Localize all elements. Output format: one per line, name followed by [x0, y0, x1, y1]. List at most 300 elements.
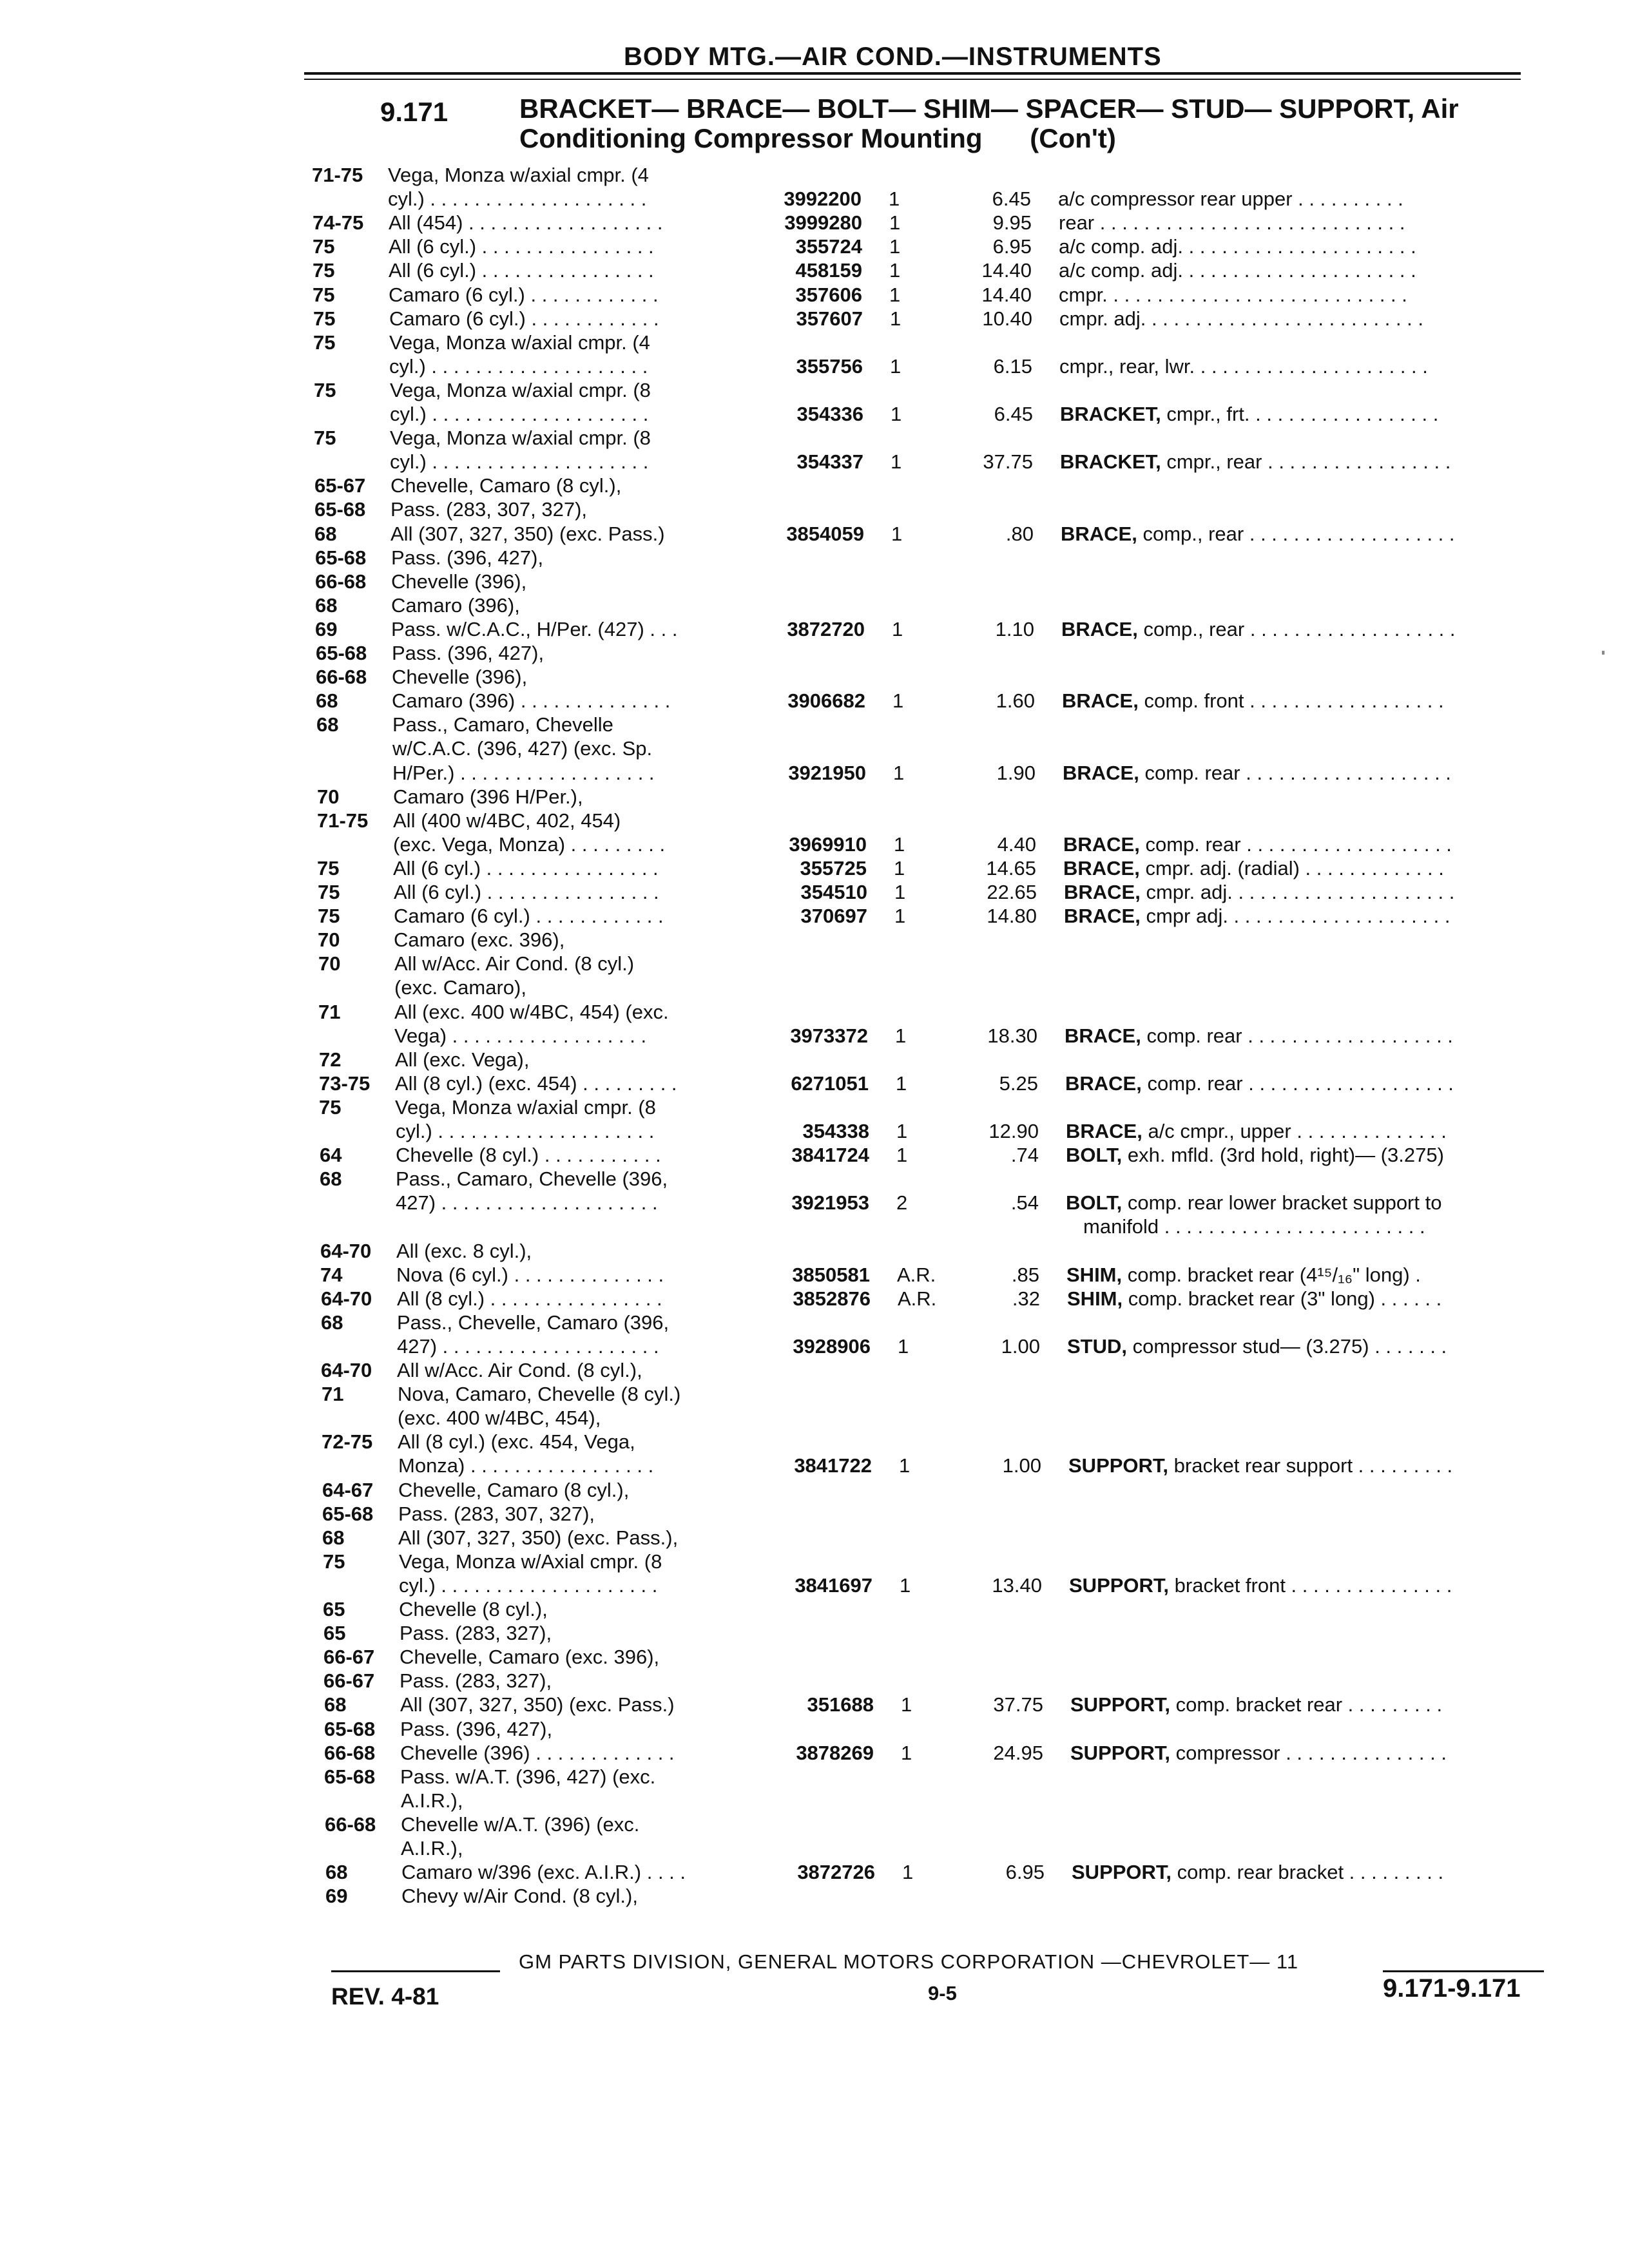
price-cell: 1.00	[1002, 1454, 1041, 1477]
price-cell: 14.40	[981, 259, 1032, 282]
application-cell: cyl.) . . . . . . . . . . . . . . . . . . . .	[388, 187, 647, 211]
application-cell: Camaro (6 cyl.) . . . . . . . . . . . .	[394, 905, 664, 928]
part-number-cell: 354337	[796, 450, 863, 474]
part-number-cell: 354336	[796, 403, 863, 425]
year-cell: 71-75	[312, 164, 363, 186]
part-number-cell: 3973372	[790, 1024, 868, 1047]
description-keyword: SUPPORT,	[1072, 1861, 1172, 1884]
price-cell: 6.45	[992, 187, 1031, 211]
year-cell: 65	[323, 1622, 346, 1645]
description-text: comp. bracket rear (4¹⁵/₁₆" long) .	[1122, 1263, 1421, 1286]
part-number-cell: 3841697	[795, 1573, 872, 1597]
application-cell: Camaro (396),	[391, 593, 520, 617]
section-title-main: Conditioning Compressor Mounting	[519, 123, 983, 153]
quantity-cell: 1	[893, 761, 905, 784]
description-cell	[1063, 857, 1444, 880]
application-cell: Pass. (396, 427),	[391, 546, 544, 569]
description-keyword: BRACE,	[1063, 761, 1139, 784]
application-cell: A.I.R.),	[401, 1789, 463, 1812]
application-cell: All (454) . . . . . . . . . . . . . . . . . .	[389, 211, 663, 235]
footer-rule-left	[331, 1970, 500, 1972]
description-cell	[1063, 762, 1451, 785]
header-rule-thin	[304, 79, 1521, 80]
quantity-cell: 1	[892, 617, 903, 640]
year-cell: 66-67	[323, 1646, 375, 1669]
application-cell: Pass. (396, 427),	[400, 1717, 553, 1740]
footer-text: GM PARTS DIVISION, GENERAL MOTORS CORPORATION —CHEVROLET— 11	[519, 1950, 1299, 1973]
application-cell: Vega, Monza w/axial cmpr. (4	[389, 331, 650, 354]
price-cell: 6.95	[992, 235, 1032, 258]
year-cell: 68	[314, 522, 337, 545]
price-cell: 10.40	[982, 307, 1032, 330]
quantity-cell: 1	[889, 235, 901, 258]
price-cell: 37.75	[983, 450, 1033, 474]
application-cell: All (307, 327, 350) (exc. Pass.)	[400, 1693, 675, 1716]
description-cell	[1068, 1454, 1452, 1477]
description-text: comp. bracket rear . . . . . . . . .	[1170, 1693, 1443, 1716]
quantity-cell: 1	[889, 259, 901, 282]
year-cell: 65-68	[324, 1765, 376, 1788]
application-cell: Pass. (283, 327),	[400, 1669, 552, 1693]
description-keyword: BRACE,	[1065, 1024, 1141, 1047]
application-cell: All (exc. 8 cyl.),	[396, 1239, 532, 1262]
scan-speck	[1602, 651, 1605, 655]
description-text: comp. rear . . . . . . . . . . . . . . . . . . .	[1141, 1024, 1453, 1047]
application-cell: Vega) . . . . . . . . . . . . . . . . . .	[394, 1024, 647, 1047]
application-cell: All (400 w/4BC, 402, 454)	[393, 809, 621, 832]
year-cell: 68	[320, 1168, 342, 1191]
description-text: comp. rear . . . . . . . . . . . . . . . . . . .	[1139, 832, 1452, 856]
description-cell	[1070, 1742, 1447, 1765]
description-keyword: SUPPORT,	[1070, 1741, 1171, 1764]
description-text: comp. rear . . . . . . . . . . . . . . . . . . .	[1139, 761, 1451, 784]
description-cell	[1058, 187, 1403, 211]
year-cell: 75	[319, 1095, 342, 1119]
description-text: cmpr., rear, lwr. . . . . . . . . . . . . . . . . . . . . .	[1059, 354, 1428, 378]
quantity-cell: 1	[901, 1741, 912, 1764]
application-cell: Camaro (396) . . . . . . . . . . . . . .	[392, 689, 671, 713]
description-cell	[1064, 881, 1454, 904]
quantity-cell: 1	[891, 522, 903, 545]
description-cell	[1065, 1024, 1453, 1048]
price-cell: 22.65	[987, 881, 1037, 903]
description-keyword: BRACE,	[1061, 617, 1138, 640]
section-title-line1: BRACKET— BRACE— BOLT— SHIM— SPACER— STUD— SUPPORT, Air	[519, 93, 1459, 124]
part-number-cell: 357606	[795, 283, 862, 306]
quantity-cell: 1	[892, 689, 904, 713]
price-cell: 4.40	[997, 832, 1036, 856]
application-cell: Chevelle w/A.T. (396) (exc.	[401, 1812, 640, 1836]
year-cell: 75	[314, 427, 336, 450]
section-title	[519, 94, 1459, 153]
price-cell: 1.10	[995, 617, 1034, 640]
quantity-cell: 1	[895, 1024, 907, 1047]
application-cell: cyl.) . . . . . . . . . . . . . . . . . . . .	[390, 450, 649, 474]
year-cell: 73-75	[319, 1072, 371, 1095]
description-keyword: SHIM,	[1066, 1263, 1123, 1286]
year-cell: 74-75	[313, 211, 364, 235]
application-cell: Vega, Monza w/axial cmpr. (4	[388, 164, 649, 186]
application-cell: Vega, Monza w/axial cmpr. (8	[390, 378, 651, 401]
year-cell: 71	[318, 1000, 341, 1023]
part-number-cell: 354510	[800, 881, 867, 903]
part-number-cell: 3852876	[793, 1287, 871, 1310]
year-cell: 72	[319, 1048, 342, 1071]
footer-rule-right	[1383, 1970, 1544, 1972]
year-cell: 65	[323, 1598, 345, 1620]
application-cell: All (307, 327, 350) (exc. Pass.)	[390, 522, 665, 545]
part-number-cell: 3850581	[792, 1263, 870, 1286]
year-cell: 64-70	[320, 1239, 372, 1262]
year-cell: 75	[318, 905, 340, 928]
year-cell: 66-68	[324, 1741, 376, 1764]
year-cell: 68	[324, 1693, 347, 1716]
description-keyword: SUPPORT,	[1070, 1693, 1171, 1716]
description-text: cmpr., frt. . . . . . . . . . . . . . . . . .	[1161, 403, 1439, 425]
price-cell: 12.90	[988, 1120, 1039, 1142]
quantity-cell: 1	[890, 354, 901, 378]
year-cell: 75	[313, 283, 335, 306]
application-cell: Pass. (396, 427),	[392, 642, 545, 664]
description-keyword: BOLT,	[1066, 1191, 1123, 1215]
application-cell: Monza) . . . . . . . . . . . . . . . . .	[398, 1454, 654, 1477]
part-number-cell: 6271051	[791, 1072, 869, 1095]
year-cell: 75	[318, 881, 340, 903]
part-number-cell: 3928906	[793, 1334, 871, 1358]
quantity-cell: A.R.	[897, 1263, 936, 1286]
description-cell	[1070, 1693, 1442, 1716]
application-cell: Chevelle, Camaro (8 cyl.),	[390, 474, 622, 497]
year-cell: 66-68	[315, 570, 367, 593]
year-cell: 66-67	[323, 1669, 375, 1693]
section-range: 9.171-9.171	[1383, 1974, 1521, 2003]
part-number-cell: 3854059	[786, 522, 864, 545]
application-cell: Pass. w/C.A.C., H/Per. (427) . . .	[391, 617, 678, 640]
application-cell: Chevelle, Camaro (8 cyl.),	[398, 1478, 630, 1501]
part-number-cell: 3999280	[784, 211, 862, 235]
description-cell	[1062, 689, 1444, 713]
year-cell: 64	[320, 1144, 342, 1167]
year-cell: 71	[322, 1383, 344, 1406]
price-cell: 6.95	[1005, 1861, 1045, 1884]
part-number-cell: 3841722	[794, 1454, 872, 1477]
application-cell: All (307, 327, 350) (exc. Pass.),	[398, 1526, 679, 1549]
description-text: rear . . . . . . . . . . . . . . . . . . . . . . . . . . . .	[1059, 211, 1405, 235]
application-cell: All (exc. 400 w/4BC, 454) (exc.	[394, 1000, 669, 1023]
year-cell: 68	[316, 689, 338, 713]
price-cell: .54	[1010, 1191, 1039, 1215]
application-cell: Vega, Monza w/Axial cmpr. (8	[399, 1550, 662, 1573]
application-cell: cyl.) . . . . . . . . . . . . . . . . . . . .	[390, 403, 649, 425]
year-cell: 65-68	[315, 546, 367, 569]
section-title-cont: (Con't)	[1030, 123, 1116, 153]
quantity-cell: 1	[896, 1144, 908, 1167]
quantity-cell: 1	[889, 187, 900, 211]
description-text: comp., rear . . . . . . . . . . . . . . . . . . .	[1137, 522, 1455, 545]
year-cell: 65-68	[324, 1717, 376, 1740]
year-cell: 64-70	[321, 1287, 372, 1310]
quantity-cell: A.R.	[898, 1287, 937, 1310]
section-number: 9.171	[380, 97, 448, 127]
description-text: a/c comp. adj. . . . . . . . . . . . . . . . . . . . . .	[1059, 235, 1416, 258]
application-cell: H/Per.) . . . . . . . . . . . . . . . . . .	[392, 761, 655, 784]
year-cell: 64-70	[321, 1359, 372, 1381]
description-cell	[1072, 1861, 1443, 1884]
application-cell: All (6 cyl.) . . . . . . . . . . . . . . . .	[389, 259, 654, 282]
part-number-cell: 3921953	[791, 1191, 869, 1215]
application-cell: w/C.A.C. (396, 427) (exc. Sp.	[392, 737, 653, 760]
application-cell: All w/Acc. Air Cond. (8 cyl.)	[394, 952, 635, 975]
price-cell: 14.40	[981, 283, 1032, 306]
part-number-cell: 354338	[802, 1120, 869, 1142]
year-cell: 65-67	[314, 474, 366, 497]
part-number-cell: 3841724	[791, 1144, 869, 1167]
part-number-cell: 355756	[796, 354, 863, 378]
description-cell	[1060, 450, 1451, 474]
application-cell: All w/Acc. Air Cond. (8 cyl.),	[397, 1359, 642, 1381]
part-number-cell: 3872720	[787, 617, 865, 640]
quantity-cell: 1	[899, 1454, 911, 1477]
application-cell: All (6 cyl.) . . . . . . . . . . . . . . . .	[394, 881, 659, 903]
year-cell: 75	[313, 259, 335, 282]
year-cell: 70	[318, 952, 341, 975]
description-keyword: BRACE,	[1064, 905, 1141, 928]
application-cell: Nova, Camaro, Chevelle (8 cyl.)	[398, 1383, 681, 1406]
price-cell: .74	[1010, 1144, 1039, 1167]
quantity-cell: 2	[896, 1191, 908, 1215]
application-cell: Chevelle, Camaro (exc. 396),	[400, 1646, 660, 1669]
price-cell: 1.60	[996, 689, 1035, 713]
page-header-title: BODY MTG.—AIR COND.—INSTRUMENTS	[624, 43, 1162, 71]
year-cell: 75	[314, 378, 336, 401]
description-cell	[1083, 1215, 1425, 1238]
application-cell: Camaro (exc. 396),	[394, 928, 565, 952]
application-cell: Chevy w/Air Cond. (8 cyl.),	[401, 1885, 638, 1908]
part-number-cell: 355725	[800, 856, 867, 879]
year-cell: 68	[315, 593, 338, 617]
description-cell	[1059, 284, 1407, 307]
quantity-cell: 1	[891, 450, 902, 474]
description-text: a/c cmpr., upper . . . . . . . . . . . . . .	[1142, 1120, 1447, 1142]
application-cell: All (8 cyl.) (exc. 454, Vega,	[398, 1430, 635, 1454]
description-keyword: BRACE,	[1065, 1072, 1142, 1095]
part-number-cell: 3906682	[787, 689, 865, 713]
price-cell: 13.40	[992, 1573, 1042, 1597]
year-cell: 71-75	[317, 809, 369, 832]
description-keyword: BRACE,	[1063, 832, 1140, 856]
year-cell: 75	[323, 1550, 345, 1573]
description-cell	[1063, 833, 1452, 856]
price-cell: 9.95	[992, 211, 1032, 235]
application-cell: (exc. Camaro),	[394, 976, 526, 999]
application-cell: Nova (6 cyl.) . . . . . . . . . . . . . .	[396, 1263, 664, 1286]
year-cell: 65-68	[314, 498, 366, 521]
quantity-cell: 1	[894, 905, 906, 928]
part-number-cell: 3878269	[796, 1741, 874, 1764]
quantity-cell: 1	[894, 881, 906, 903]
year-cell: 75	[313, 307, 336, 330]
description-text: a/c compressor rear upper . . . . . . . . . .	[1058, 187, 1403, 211]
description-text: exh. mfld. (3rd hold, right)— (3.275)	[1122, 1144, 1444, 1167]
year-cell: 66-68	[316, 666, 367, 689]
description-cell	[1060, 403, 1438, 426]
description-cell	[1061, 523, 1455, 546]
description-keyword: BRACKET,	[1060, 450, 1161, 474]
description-cell	[1066, 1144, 1444, 1167]
description-keyword: SUPPORT,	[1069, 1573, 1170, 1597]
description-text: cmpr adj. . . . . . . . . . . . . . . . . . . . .	[1140, 905, 1451, 928]
description-cell	[1067, 1335, 1447, 1358]
quantity-cell: 1	[894, 832, 905, 856]
price-cell: 6.15	[993, 354, 1032, 378]
application-cell: 427) . . . . . . . . . . . . . . . . . . . .	[396, 1191, 658, 1215]
application-cell: All (8 cyl.) . . . . . . . . . . . . . . . .	[397, 1287, 662, 1310]
application-cell: cyl.) . . . . . . . . . . . . . . . . . . . .	[399, 1573, 658, 1597]
description-keyword: BRACKET,	[1060, 403, 1161, 425]
description-keyword: BRACE,	[1063, 856, 1140, 879]
application-cell: (exc. 400 w/4BC, 454),	[398, 1407, 601, 1430]
description-text: bracket front . . . . . . . . . . . . . . .	[1169, 1573, 1452, 1597]
year-cell: 74	[320, 1263, 343, 1286]
description-keyword: SUPPORT,	[1068, 1454, 1169, 1477]
description-text: compressor . . . . . . . . . . . . . . .	[1170, 1741, 1447, 1764]
year-cell: 66-68	[325, 1812, 376, 1836]
description-text: cmpr. adj. . . . . . . . . . . . . . . . . . . . . . . . . .	[1059, 307, 1424, 330]
description-text: comp. rear bracket . . . . . . . . .	[1171, 1861, 1444, 1884]
description-keyword: BOLT,	[1066, 1144, 1123, 1167]
application-cell: Pass., Camaro, Chevelle	[392, 713, 613, 736]
application-cell: cyl.) . . . . . . . . . . . . . . . . . . . .	[396, 1120, 655, 1142]
quantity-cell: 1	[902, 1861, 914, 1884]
year-cell: 68	[321, 1311, 343, 1334]
quantity-cell: 1	[894, 856, 905, 879]
description-cell	[1059, 211, 1405, 235]
description-keyword: STUD,	[1067, 1334, 1127, 1358]
application-cell: Chevelle (396),	[391, 570, 527, 593]
description-cell	[1069, 1574, 1452, 1597]
year-cell: 64-67	[322, 1478, 374, 1501]
description-keyword: BRACE,	[1061, 522, 1137, 545]
quantity-cell: 1	[901, 1693, 912, 1716]
quantity-cell: 1	[898, 1334, 909, 1358]
price-cell: .85	[1011, 1263, 1039, 1286]
quantity-cell: 1	[900, 1573, 911, 1597]
revision-label: REV. 4-81	[331, 1983, 439, 2010]
application-cell: All (exc. Vega),	[395, 1048, 530, 1071]
description-cell	[1059, 235, 1416, 258]
description-text: bracket rear support . . . . . . . . .	[1168, 1454, 1453, 1477]
application-cell: A.I.R.),	[401, 1837, 463, 1860]
price-cell: 1.00	[1001, 1334, 1040, 1358]
description-cell	[1066, 1264, 1421, 1287]
description-text: manifold . . . . . . . . . . . . . . . . . . . . . . . .	[1083, 1215, 1425, 1238]
part-number-cell: 357607	[796, 307, 863, 330]
application-cell: All (8 cyl.) (exc. 454) . . . . . . . . .	[395, 1072, 677, 1095]
year-cell: 68	[316, 713, 339, 736]
part-number-cell: 3992200	[784, 187, 862, 211]
year-cell: 65-68	[322, 1502, 374, 1525]
quantity-cell: 1	[891, 403, 902, 425]
application-cell: Vega, Monza w/axial cmpr. (8	[395, 1095, 656, 1119]
application-cell: Pass. (283, 307, 327),	[390, 498, 588, 521]
application-cell: Pass., Chevelle, Camaro (396,	[397, 1311, 670, 1334]
price-cell: 14.65	[986, 856, 1036, 879]
application-cell: Pass. (283, 307, 327),	[398, 1502, 595, 1525]
price-cell: .80	[1005, 522, 1034, 545]
part-number-cell: 3969910	[789, 832, 867, 856]
part-number-cell: 370697	[800, 905, 867, 928]
price-cell: 18.30	[987, 1024, 1037, 1047]
quantity-cell: 1	[890, 307, 901, 330]
application-cell: Pass. (283, 327),	[400, 1622, 552, 1645]
year-cell: 69	[325, 1885, 348, 1908]
description-text: cmpr. adj. (radial) . . . . . . . . . . . . .	[1139, 856, 1444, 879]
price-cell: 14.80	[987, 905, 1037, 928]
description-cell	[1065, 1072, 1454, 1095]
description-cell	[1066, 1120, 1447, 1143]
description-cell	[1059, 307, 1423, 331]
description-text: a/c comp. adj. . . . . . . . . . . . . . . . . . . . . .	[1059, 259, 1416, 282]
description-keyword: SHIM,	[1067, 1287, 1123, 1310]
year-cell: 68	[325, 1861, 348, 1884]
description-text: cmpr. . . . . . . . . . . . . . . . . . . . . . . . . . . .	[1059, 283, 1407, 306]
page-number: 9-5	[928, 1982, 957, 2004]
application-cell: Pass. w/A.T. (396, 427) (exc.	[400, 1765, 656, 1788]
description-text: cmpr., rear . . . . . . . . . . . . . . . . .	[1161, 450, 1451, 474]
year-cell: 70	[317, 785, 340, 808]
price-cell: .32	[1012, 1287, 1040, 1310]
price-cell: 24.95	[993, 1741, 1043, 1764]
application-cell: Chevelle (396) . . . . . . . . . . . . .	[400, 1741, 675, 1764]
part-number-cell: 355724	[795, 235, 862, 258]
quantity-cell: 1	[896, 1072, 907, 1095]
application-cell: Camaro (396 H/Per.),	[393, 785, 583, 808]
header-rule	[304, 72, 1521, 75]
description-text: comp. rear . . . . . . . . . . . . . . . . . . .	[1141, 1072, 1454, 1095]
year-cell: 72-75	[322, 1430, 373, 1454]
part-number-cell: 351688	[807, 1693, 874, 1716]
application-cell: Chevelle (8 cyl.) . . . . . . . . . . .	[396, 1144, 661, 1167]
quantity-cell: 1	[889, 211, 901, 235]
year-cell: 75	[313, 331, 336, 354]
description-text: comp. bracket rear (3" long) . . . . . .	[1123, 1287, 1442, 1310]
description-text: comp., rear . . . . . . . . . . . . . . . . . . .	[1137, 617, 1456, 640]
year-cell: 75	[317, 856, 340, 879]
part-number-cell: 458159	[795, 259, 862, 282]
description-cell	[1064, 905, 1450, 928]
application-cell: Chevelle (8 cyl.),	[399, 1598, 548, 1620]
price-cell: 1.90	[996, 761, 1036, 784]
application-cell: Vega, Monza w/axial cmpr. (8	[390, 427, 651, 450]
description-cell	[1066, 1191, 1441, 1215]
year-cell: 75	[313, 235, 335, 258]
application-cell: All (6 cyl.) . . . . . . . . . . . . . . . .	[389, 235, 654, 258]
description-cell	[1061, 618, 1456, 641]
year-cell: 65-68	[316, 642, 367, 664]
description-keyword: BRACE,	[1064, 881, 1141, 903]
year-cell: 68	[322, 1526, 345, 1549]
quantity-cell: 1	[896, 1120, 908, 1142]
description-keyword: BRACE,	[1066, 1120, 1142, 1142]
section-title-line2	[519, 124, 1459, 153]
application-cell: Camaro (6 cyl.) . . . . . . . . . . . .	[389, 283, 659, 306]
application-cell: All (6 cyl.) . . . . . . . . . . . . . . . .	[393, 856, 659, 879]
price-cell: 5.25	[999, 1072, 1038, 1095]
price-cell: 37.75	[993, 1693, 1043, 1716]
application-cell: Pass., Camaro, Chevelle (396,	[396, 1168, 668, 1191]
description-text: comp. rear lower bracket support to	[1122, 1191, 1442, 1215]
year-cell: 70	[318, 928, 340, 952]
